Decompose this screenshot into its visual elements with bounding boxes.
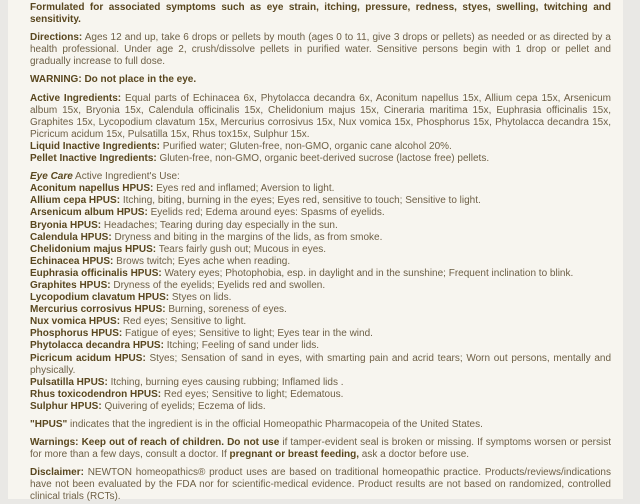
usage-product-name: Eye Care xyxy=(30,171,73,183)
active-ingredients-label: Active Ingredients: xyxy=(30,92,122,104)
usage-heading xyxy=(30,171,611,183)
ingredient-name: Bryonia HPUS: xyxy=(30,219,102,231)
list-item xyxy=(30,232,611,244)
intro-paragraph xyxy=(30,2,611,26)
list-item xyxy=(30,195,611,207)
list-item xyxy=(30,304,611,316)
ingredient-use: Itching; Feeling of sand under lids. xyxy=(166,340,320,352)
list-item xyxy=(30,280,611,292)
ingredient-use: Dryness and biting in the margins of the lids, as from smoke. xyxy=(114,231,383,243)
ingredient-name: Allium cepa HPUS: xyxy=(30,195,121,207)
hpus-term: "HPUS" xyxy=(30,419,68,430)
ingredient-use: Itching, biting, burning in the eyes; Eyes red, sensitive to touch; Sensitive to light. xyxy=(122,195,481,207)
pellet-inactive-label: Pellet Inactive Ingredients: xyxy=(30,153,157,165)
list-item xyxy=(30,292,611,304)
ingredient-usage-section xyxy=(30,171,611,413)
list-item xyxy=(30,183,611,195)
directions-paragraph xyxy=(30,32,611,68)
ingredient-name: Euphrasia officinalis HPUS: xyxy=(30,267,162,279)
ingredient-use: Styes; Sensation of sand in eyes, with smarting pain and acrid tears; Worn out persons, mentally and physically. xyxy=(30,352,612,376)
warnings-bold-lead: Warnings: Keep out of reach of children. Do not use xyxy=(30,437,280,449)
ingredient-name: Lycopodium clavatum HPUS: xyxy=(30,292,170,304)
ingredient-use: Red eyes; Sensitive to light; Edematous. xyxy=(163,388,344,400)
ingredient-use: Styes on lids. xyxy=(171,292,232,304)
list-item xyxy=(30,256,611,268)
list-item xyxy=(30,328,611,340)
disclaimer-label: Disclaimer: xyxy=(30,467,84,479)
directions-text: Ages 12 and up, take 6 drops or pellets by mouth (ages 0 to 11, give 3 drops or pellets) as needed or as directed by a health professional. Under age 2, crush/dissolve pellets in purified water. Sensitive persons begin with 1 drop or pellet and gradually increase to full dose. xyxy=(30,32,611,68)
warning-line xyxy=(30,74,611,86)
ingredient-use: Itching, burning eyes causing rubbing; Inflamed lids . xyxy=(110,376,344,388)
liquid-inactive-line xyxy=(30,141,611,153)
ingredient-name: Mercurius corrosivus HPUS: xyxy=(30,304,166,316)
list-item xyxy=(30,207,611,219)
liquid-inactive-label: Liquid Inactive Ingredients: xyxy=(30,140,161,152)
ingredient-name: Calendula HPUS: xyxy=(30,231,112,243)
ingredient-use: Eyes red and inflamed; Aversion to light. xyxy=(156,183,335,195)
ingredient-name: Pulsatilla HPUS: xyxy=(30,376,108,388)
list-item xyxy=(30,316,611,328)
ingredient-use: Fatigue of eyes; Sensitive to light; Eyes tear in the wind. xyxy=(125,328,373,340)
list-item xyxy=(30,268,611,280)
list-item xyxy=(30,220,611,232)
ingredient-name: Picricum acidum HPUS: xyxy=(30,352,146,364)
warnings-text: if tamper-evident seal is broken or missing. If symptoms worsen or persist for more than a few days, consult a doctor. If xyxy=(30,437,611,461)
hpus-note-paragraph xyxy=(30,419,611,431)
ingredient-name: Aconitum napellus HPUS: xyxy=(30,183,154,195)
active-ingredients-text: Equal parts of Echinacea 6x, Phytolacca decandra 6x, Aconitum napellus 15x, Allium cepa 15x, Arsenicum album 15x, Bryonia 15x, Calendula officinalis 15x, Chelidonium majus 15x, Cineraria maritima 15x, Euphrasia officinalis 15x, Graphites 15x, Lycopodium clavatum 15x, Mercurius corrosivus 15x, Nux vomica 15x, Phosphorus 15x, Phytolacca decandra 15x, Picricum acidum 15x, Pulsatilla 15x, Rhus tox15x, Sulphur 15x. xyxy=(30,92,611,140)
ingredient-use: Headaches; Tearing during day especially in the sun. xyxy=(103,219,338,231)
list-item xyxy=(30,244,611,256)
ingredient-use: Burning, soreness of eyes. xyxy=(168,304,287,316)
intro-text: Formulated for associated symptoms such as eye strain, itching, pressure, redness, styes, swelling, twitching and sensitivity. xyxy=(30,2,611,26)
pellet-inactive-text: Gluten-free, non-GMO, organic beet-derived sucrose (lactose free) pellets. xyxy=(159,153,490,165)
ingredient-name: Graphites HPUS: xyxy=(30,279,111,291)
warnings-paragraph xyxy=(30,437,611,461)
ingredient-use: Dryness of the eyelids; Eyelids red and swollen. xyxy=(113,279,326,291)
ingredient-use: Quivering of eyelids; Eczema of lids. xyxy=(104,400,266,412)
left-gutter xyxy=(0,0,8,503)
ingredient-use: Watery eyes; Photophobia, esp. in daylight and in the sunshine; Frequent inclination to blink. xyxy=(164,267,574,279)
list-item xyxy=(30,389,611,401)
ingredient-use: Red eyes; Sensitive to light. xyxy=(122,316,247,328)
hpus-note-text: indicates that the ingredient is in the official Homeopathic Pharmacopeia of the United States. xyxy=(70,419,483,430)
pellet-inactive-line xyxy=(30,153,611,165)
list-item xyxy=(30,401,611,413)
list-item xyxy=(30,353,611,377)
active-ingredients-paragraph xyxy=(30,93,611,141)
list-item xyxy=(30,377,611,389)
warning-text: WARNING: Do not place in the eye. xyxy=(30,74,197,86)
list-item xyxy=(30,340,611,352)
ingredient-name: Phosphorus HPUS: xyxy=(30,328,123,340)
warnings-bold-pregnant: pregnant or breast feeding, xyxy=(229,449,360,461)
ingredient-name: Echinacea HPUS: xyxy=(30,255,114,267)
usage-heading-text: Active Ingredient's Use: xyxy=(75,171,180,183)
ingredient-name: Arsenicum album HPUS: xyxy=(30,207,148,219)
ingredient-name: Chelidonium majus HPUS: xyxy=(30,243,157,255)
ingredient-name: Phytolacca decandra HPUS: xyxy=(30,340,164,352)
disclaimer-paragraph xyxy=(30,467,611,503)
warnings-text-end: ask a doctor before use. xyxy=(359,449,470,461)
ingredient-use: Eyelids red; Edema around eyes: Spasms of eyelids. xyxy=(150,207,385,219)
ingredient-name: Sulphur HPUS: xyxy=(30,400,102,412)
ingredient-use: Brows twitch; Eyes ache when reading. xyxy=(116,255,291,267)
ingredient-use: Tears fairly gush out; Mucous in eyes. xyxy=(158,243,327,255)
liquid-inactive-text: Purified water; Gluten-free, non-GMO, organic cane alcohol 20%. xyxy=(162,140,452,152)
product-label-text xyxy=(8,0,623,503)
ingredient-name: Rhus toxicodendron HPUS: xyxy=(30,388,162,400)
right-gutter xyxy=(623,0,640,503)
directions-label: Directions: xyxy=(30,32,83,44)
ingredient-name: Nux vomica HPUS: xyxy=(30,316,121,328)
disclaimer-text: NEWTON homeopathics® product uses are based on traditional homeopathic practice. Products/reviews/indications have not been evaluated by the FDA nor for scientific-medical evidence. Product results are not based on randomized, controlled clinical trials (RCTs). xyxy=(30,467,611,503)
